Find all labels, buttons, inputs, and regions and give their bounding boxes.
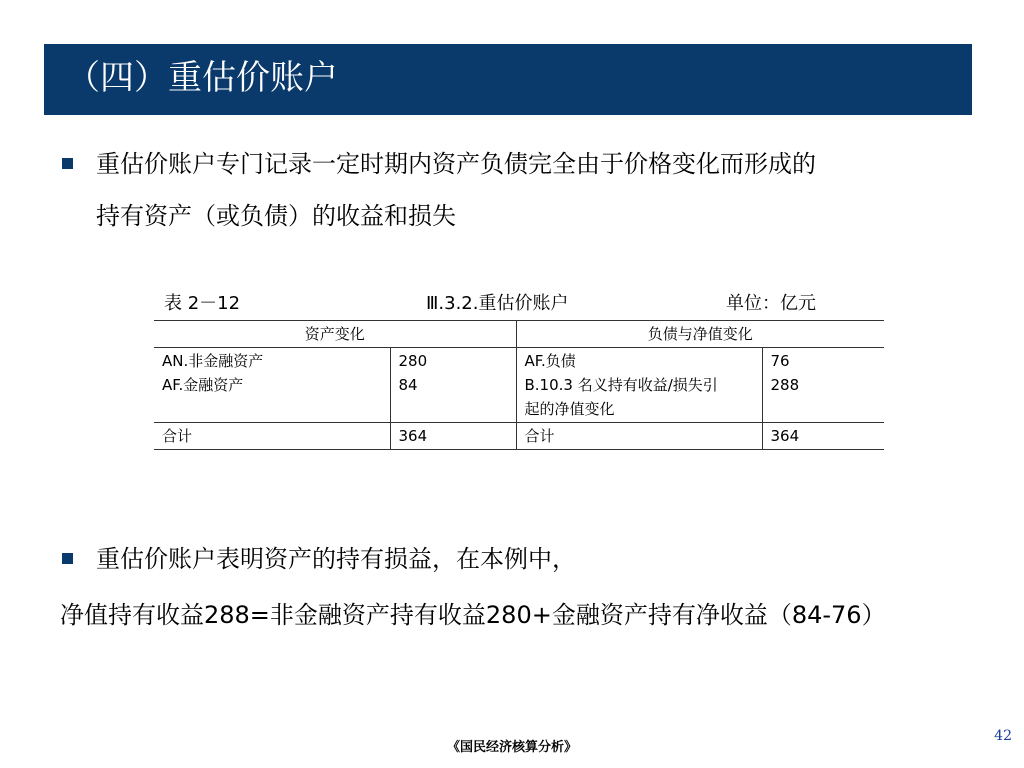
liability-value: 288: [770, 376, 800, 394]
liability-item: AF.负债: [524, 352, 576, 370]
table-unit: 单位：亿元: [726, 293, 816, 314]
asset-item: AN.非金融资产: [162, 352, 264, 370]
equation-text: 净值持有收益288=非金融资产持有收益280+金融资产持有净收益（84-76）: [60, 601, 886, 629]
table-number: 表 2－12: [164, 293, 241, 314]
table-caption: [154, 286, 884, 320]
asset-values-cell: [390, 348, 516, 423]
liability-values-cell: [762, 348, 884, 423]
bullet-square-icon: [62, 553, 73, 564]
bullet-square-icon: [62, 158, 73, 169]
revaluation-table: [154, 320, 884, 450]
total-label-left: 合计: [154, 423, 390, 450]
bullet-1-line-1: 重估价账户专门记录一定时期内资产负债完全由于价格变化而形成的: [96, 150, 816, 178]
total-value-left: 364: [390, 423, 516, 450]
total-value-right: 364: [762, 423, 884, 450]
liability-value: 76: [770, 352, 790, 370]
bullet-2-text: 重估价账户表明资产的持有损益，在本例中，: [96, 545, 576, 573]
liability-item: 起的净值变化: [524, 400, 615, 418]
footer-book-title: 《国民经济核算分析》: [446, 740, 577, 755]
table-title: Ⅲ.3.2.重估价账户: [426, 293, 569, 314]
asset-value: 280: [398, 352, 428, 370]
liability-items-cell: [516, 348, 762, 423]
header-liabilities: 负债与净值变化: [516, 321, 884, 348]
page-number: 42: [994, 728, 1012, 744]
liability-item: B.10.3 名义持有收益/损失引: [524, 376, 718, 394]
asset-value: 84: [398, 376, 418, 394]
table-total-row: [154, 423, 884, 450]
slide-title: （四）重估价账户: [66, 58, 338, 98]
bullet-1-line-2: 持有资产（或负债）的收益和损失: [96, 202, 456, 230]
revaluation-table-block: [154, 286, 884, 450]
asset-item: AF.金融资产: [162, 376, 244, 394]
table-row: [154, 348, 884, 423]
header-assets: 资产变化: [154, 321, 516, 348]
title-bar: [44, 44, 972, 115]
bullet-1-text: [96, 141, 816, 239]
asset-items-cell: [154, 348, 390, 423]
total-label-right: 合计: [516, 423, 762, 450]
table-header-row: [154, 321, 884, 348]
